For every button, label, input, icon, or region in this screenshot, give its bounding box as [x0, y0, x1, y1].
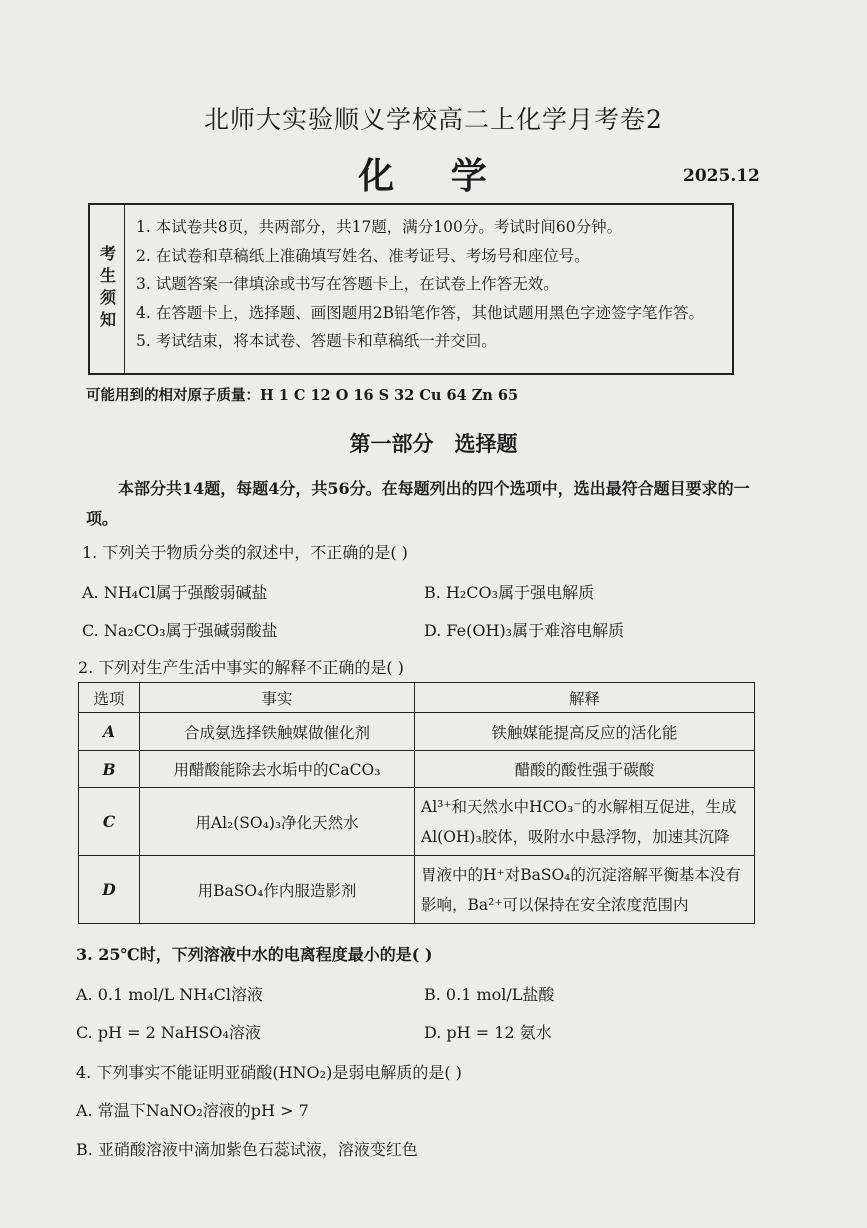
fact-cell: 用Al₂(SO₄)₃净化天然水 [140, 788, 415, 856]
notice-item: 4. 在答题卡上，选择题、画图题用2B铅笔作答，其他试题用黑色字迹签字笔作答。 [136, 303, 704, 322]
option-cell: D [79, 856, 140, 924]
notice-item: 5. 考试结束，将本试卷、答题卡和草稿纸一并交回。 [136, 332, 497, 350]
explanation-cell: 铁触媒能提高反应的活化能 [415, 713, 755, 751]
fact-cell: 用BaSO₄作内服造影剂 [140, 856, 415, 924]
q4-option-b: B. 亚硝酸溶液中滴加紫色石蕊试液，溶液变红色 [76, 1140, 418, 1159]
table-row [79, 713, 755, 751]
notice-item: 1. 本试卷共8页，共两部分，共17题，满分100分。考试时间60分钟。 [136, 218, 623, 236]
candidate-notice-box [88, 203, 734, 375]
option-cell: B [79, 751, 140, 788]
table-header-cell: 事实 [140, 683, 415, 713]
q2-table [78, 682, 755, 924]
q1-option-a: A. NH₄Cl属于强酸弱碱盐 [82, 583, 268, 602]
q1-option-b: B. H₂CO₃属于强电解质 [424, 583, 595, 602]
section-title: 第一部分 选择题 [349, 431, 518, 456]
table-header-row [79, 683, 755, 713]
q3-option-a: A. 0.1 mol/L NH₄Cl溶液 [76, 985, 264, 1004]
q3-option-d: D. pH = 12 氨水 [424, 1023, 552, 1042]
notice-list [136, 213, 728, 356]
table-row [79, 788, 755, 856]
explanation-cell: 胃液中的H⁺对BaSO₄的沉淀溶解平衡基本没有影响，Ba²⁺可以保持在安全浓度范围内 [415, 856, 755, 924]
question-1-stem: 1. 下列关于物质分类的叙述中，不正确的是( ) [82, 543, 408, 562]
explanation-cell: Al³⁺和天然水中HCO₃⁻的水解相互促进，生成Al(OH)₃胶体，吸附水中悬浮物，加速其沉降 [415, 788, 755, 856]
q3-option-c: C. pH = 2 NaHSO₄溶液 [76, 1023, 261, 1042]
table-row [79, 856, 755, 924]
fact-cell: 用醋酸能除去水垢中的CaCO₃ [140, 751, 415, 788]
notice-label: 考生须知 [97, 245, 117, 333]
fact-cell: 合成氨选择铁触媒做催化剂 [140, 713, 415, 751]
table-header-cell: 选项 [79, 683, 140, 713]
notice-item: 2. 在试卷和草稿纸上准确填写姓名、准考证号、考场号和座位号。 [136, 246, 590, 265]
option-cell: A [79, 713, 140, 751]
notice-label-cell [90, 205, 125, 373]
notice-item: 3. 试题答案一律填涂或书写在答题卡上，在试卷上作答无效。 [136, 275, 559, 293]
q4-option-a: A. 常温下NaNO₂溶液的pH > 7 [76, 1101, 309, 1120]
exam-date: 2025.12 [683, 166, 760, 186]
table-header-cell: 解释 [415, 683, 755, 713]
question-3-stem: 3. 25℃时，下列溶液中水的电离程度最小的是( ) [76, 945, 433, 964]
explanation-cell: 醋酸的酸性强于碳酸 [415, 751, 755, 788]
q1-option-c: C. Na₂CO₃属于强碱弱酸盐 [82, 621, 278, 640]
table-row [79, 751, 755, 788]
option-cell: C [79, 788, 140, 856]
question-2-stem: 2. 下列对生产生活中事实的解释不正确的是( ) [78, 658, 404, 677]
q3-option-b: B. 0.1 mol/L盐酸 [424, 985, 555, 1004]
q1-option-d: D. Fe(OH)₃属于难溶电解质 [424, 621, 625, 640]
atomic-masses: 可能用到的相对原子质量：H 1 C 12 O 16 S 32 Cu 64 Zn 65 [86, 387, 519, 404]
exam-title: 北师大实验顺义学校高二上化学月考卷2 [204, 105, 663, 134]
section-intro: 本部分共14题，每题4分，共56分。在每题列出的四个选项中，选出最符合题目要求的一项。 [86, 479, 750, 528]
question-4-stem: 4. 下列事实不能证明亚硝酸(HNO₂)是弱电解质的是( ) [76, 1063, 462, 1082]
subject-heading: 化 学 [358, 155, 509, 197]
